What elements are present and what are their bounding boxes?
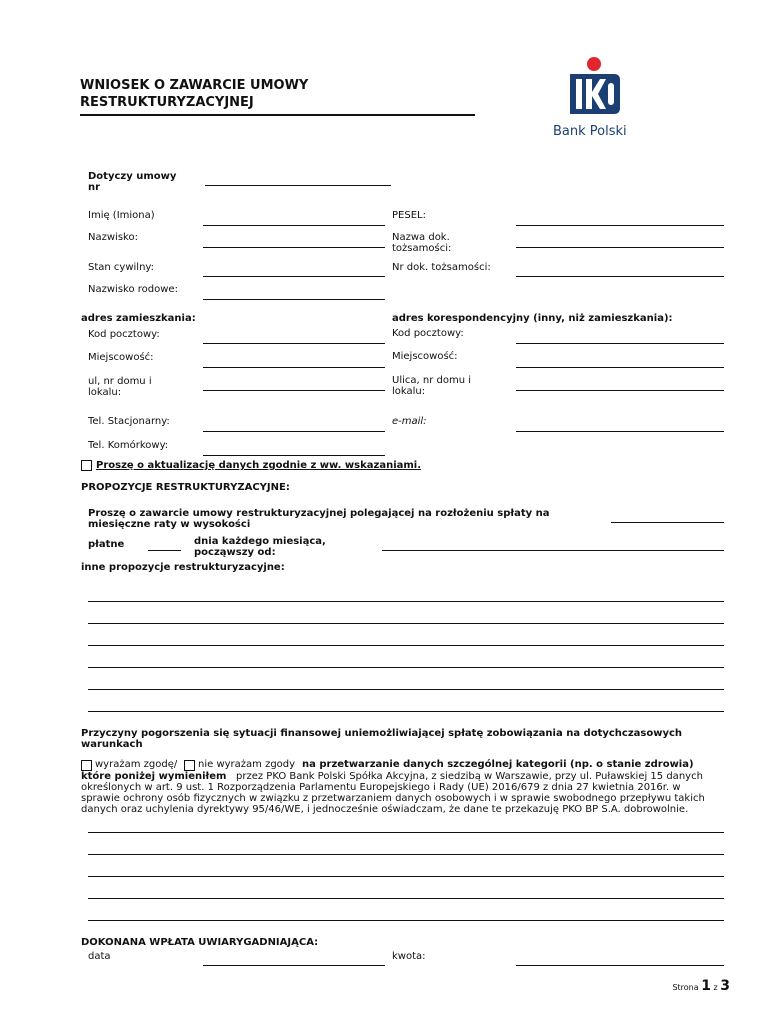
proposals-header: PROPOZYCJE RESTRUKTURYZACYJNE:: [81, 482, 290, 493]
payment-header: DOKONANA WPŁATA UWIARYGADNIAJĄCA:: [81, 937, 319, 948]
maiden-name-field[interactable]: [203, 299, 385, 300]
home-postal-field[interactable]: [203, 343, 385, 344]
corr-street-line1: Ulica, nr domu i: [392, 375, 471, 386]
page-current: 1: [701, 978, 711, 994]
other-proposals-line-4[interactable]: [88, 667, 724, 668]
request-line1: Proszę o zawarcie umowy restrukturyzacyjnej polegającej na rozłożeniu spłaty na: [88, 508, 550, 519]
payment-date-label: data: [88, 951, 111, 962]
corr-street-field[interactable]: [516, 390, 724, 391]
reasons-line1: Przyczyny pogorszenia się sytuacji finansowej uniemożliwiającej spłatę zobowiązania na dotychczasowych: [81, 728, 683, 739]
day-line2: począwszy od:: [194, 547, 276, 558]
payment-amount-label: kwota:: [392, 951, 426, 962]
reasons-line-4[interactable]: [88, 898, 724, 899]
home-street-field[interactable]: [203, 390, 385, 391]
mobile-label: Tel. Komórkowy:: [88, 440, 169, 451]
request-line2: miesięczne raty w wysokości: [88, 519, 251, 530]
maiden-name-label: Nazwisko rodowe:: [88, 284, 178, 295]
form-title: [80, 77, 308, 111]
marital-status-field[interactable]: [203, 276, 385, 277]
reasons-line-5[interactable]: [88, 920, 724, 921]
reasons-line-1[interactable]: [88, 832, 724, 833]
reasons-line-3[interactable]: [88, 876, 724, 877]
first-name-field[interactable]: [203, 225, 385, 226]
start-date-field[interactable]: [382, 550, 724, 551]
landline-field[interactable]: [203, 431, 385, 432]
reasons-header: [81, 728, 682, 750]
corr-street-label: [392, 375, 471, 397]
reasons-line-2[interactable]: [88, 854, 724, 855]
mobile-field[interactable]: [203, 455, 385, 456]
consent-text-3: sprawie ochrony osób fizycznych w związku z przetwarzaniem danych osobowych i w sprawie swobodnego przepływu takich: [81, 793, 705, 804]
consent-disagree-checkbox[interactable]: [184, 760, 195, 771]
payment-date-field[interactable]: [203, 965, 385, 966]
contract-number-label: [88, 171, 176, 193]
other-proposals-line-6[interactable]: [88, 711, 724, 712]
update-data-label: Proszę o aktualizację danych zgodnie z ww. wskazaniami.: [96, 460, 422, 471]
consent-bold-text-1: na przetwarzanie danych szczególnej kategorii (np. o stanie zdrowia): [302, 759, 694, 770]
home-address-header: adres zamieszkania:: [81, 313, 196, 324]
id-doc-name-field[interactable]: [516, 247, 724, 248]
day-of-month-label: [194, 536, 326, 558]
pesel-label: PESEL:: [392, 210, 426, 221]
title-underline: [80, 114, 475, 116]
id-doc-number-label: Nr dok. tożsamości:: [392, 262, 491, 273]
corr-postal-label: Kod pocztowy:: [392, 328, 464, 339]
surname-field[interactable]: [203, 247, 385, 248]
reasons-line2: warunkach: [81, 739, 143, 750]
restructuring-request: [88, 508, 549, 530]
other-proposals-label: inne propozycje restrukturyzacyjne:: [81, 562, 285, 573]
home-city-label: Miejscowość:: [88, 352, 154, 363]
page-label: Strona: [672, 983, 699, 992]
form-title-line2: RESTRUKTURYZACYJNEJ: [80, 95, 254, 110]
other-proposals-line-5[interactable]: [88, 689, 724, 690]
payable-label: płatne: [88, 539, 125, 550]
consent-text-1: przez PKO Bank Polski Spółka Akcyjna, z siedzibą w Warszawie, przy ul. Puławskiej 15 danych: [236, 771, 703, 782]
correspondence-address-header: adres korespondencyjny (inny, niż zamieszkania):: [392, 313, 673, 324]
payment-amount-field[interactable]: [516, 965, 724, 966]
contract-label-line1: Dotyczy umowy: [88, 171, 177, 182]
home-postal-label: Kod pocztowy:: [88, 329, 160, 340]
corr-postal-field[interactable]: [516, 343, 724, 344]
payment-day-field[interactable]: [148, 550, 181, 551]
other-proposals-line-3[interactable]: [88, 645, 724, 646]
logo-text: Bank Polski: [553, 124, 627, 139]
consent-text-2: określonych w art. 9 ust. 1 Rozporządzenia Parlamentu Europejskiego i Rady (UE) 2016/679 z dnia 27 kwietnia 2016r. w: [81, 782, 681, 793]
landline-label: Tel. Stacjonarny:: [88, 416, 170, 427]
marital-status-label: Stan cywilny:: [88, 262, 154, 273]
other-proposals-line-2[interactable]: [88, 623, 724, 624]
page-total: 3: [720, 978, 730, 994]
installment-amount-field[interactable]: [611, 522, 724, 523]
first-name-label: Imię (Imiona): [88, 210, 155, 221]
home-street-label: [88, 376, 152, 398]
other-proposals-line-1[interactable]: [88, 601, 724, 602]
consent-disagree-label: nie wyrażam zgody: [198, 759, 296, 770]
home-street-line2: lokalu:: [88, 387, 122, 398]
surname-label: Nazwisko:: [88, 232, 138, 243]
home-street-line1: ul, nr domu i: [88, 376, 152, 387]
id-doc-name-line1: Nazwa dok.: [392, 232, 450, 243]
consent-agree-checkbox[interactable]: [81, 760, 92, 771]
form-title-line1: WNIOSEK O ZAWARCIE UMOWY: [80, 78, 309, 93]
id-doc-name-line2: tożsamości:: [392, 243, 452, 254]
consent-bold-text-2: które poniżej wymieniłem: [81, 771, 227, 782]
email-label: e-mail:: [392, 416, 427, 427]
page-indicator: [672, 978, 730, 994]
corr-city-label: Miejscowość:: [392, 351, 458, 362]
pesel-field[interactable]: [516, 225, 724, 226]
home-city-field[interactable]: [203, 367, 385, 368]
day-line1: dnia każdego miesiąca,: [194, 536, 326, 547]
contract-label-line2: nr: [88, 182, 101, 193]
corr-street-line2: lokalu:: [392, 386, 426, 397]
email-field[interactable]: [516, 431, 724, 432]
contract-number-field[interactable]: [205, 185, 391, 186]
consent-agree-label: wyrażam zgodę/: [95, 759, 178, 770]
update-data-checkbox[interactable]: [81, 460, 92, 471]
page-separator: z: [713, 983, 718, 992]
corr-city-field[interactable]: [516, 367, 724, 368]
id-doc-name-label: [392, 232, 451, 254]
consent-text-4: danych oraz uchylenia dyrektywy 95/46/WE, i jednocześnie oświadczam, że dane te przekazuję PKO BP S.A. dobrowolnie.: [81, 804, 689, 815]
id-doc-number-field[interactable]: [516, 276, 724, 277]
